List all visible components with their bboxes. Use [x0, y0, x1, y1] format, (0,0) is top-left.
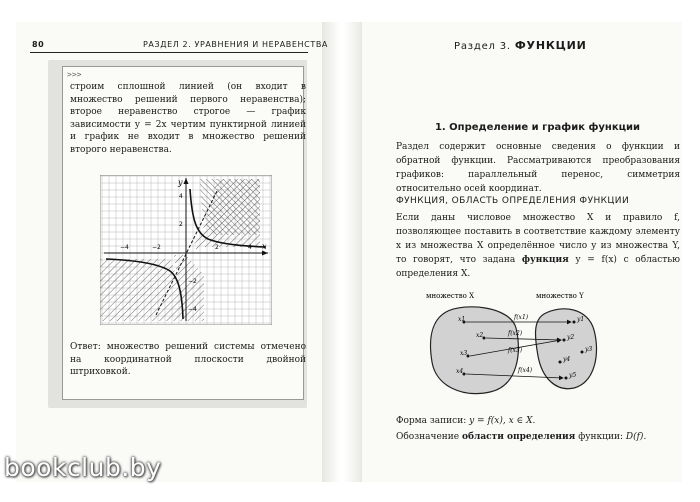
domain-note: [396, 430, 680, 444]
point-y1-label: y1: [577, 316, 585, 323]
point-y3-label: y3: [585, 346, 593, 353]
definition-paragraph: [396, 211, 680, 281]
intro-paragraph: Раздел содержит основные сведения о функции и обратной функции. Рассматриваются преобразования графиков: параллельный перенос, симметрия относительно осей координат.: [396, 142, 680, 194]
running-head-title: ФУНКЦИИ: [514, 39, 587, 52]
notation-line: [396, 414, 680, 428]
domain-note-formula: D(f).: [625, 432, 647, 442]
y-tick-neg4: −4: [188, 306, 197, 313]
point-y5: [565, 377, 568, 380]
arrow-label-fx3: f(x3): [508, 347, 523, 354]
box-paragraph: строим сплошной линией (он входит в множество решений первого неравенства); второе неравенство строгое — график зависимости y = 2x чертим пунктирной линией и график не входит в множество решений второго неравенства.: [70, 82, 306, 155]
right-running-head: [454, 39, 587, 52]
x-tick-neg4: −4: [120, 244, 129, 251]
book-spine-gutter: [322, 22, 362, 482]
left-header-rule: [30, 52, 308, 53]
point-y3: [581, 351, 584, 354]
domain-note-term: области определения: [461, 432, 576, 442]
point-y5-label: y5: [569, 372, 577, 379]
y-tick-4: 4: [179, 193, 183, 200]
notation-prefix: Форма записи:: [396, 416, 467, 426]
point-x3-label: x3: [460, 350, 468, 357]
y-tick-2: 2: [179, 221, 183, 228]
domain-note-prefix: Обозначение: [396, 432, 460, 442]
x-tick-neg2: −2: [152, 244, 161, 251]
arrow-label-fx4: f(x4): [518, 367, 533, 374]
answer-paragraph: Ответ: множество решений системы отмечено на координатной плоскости двойной штриховкой.: [70, 342, 306, 378]
running-head-prefix: Раздел 3.: [454, 41, 511, 52]
left-running-head: РАЗДЕЛ 2. УРАВНЕНИЯ И НЕРАВЕНСТВА: [143, 40, 328, 49]
y-axis-label: y: [178, 178, 183, 187]
definition-term: функция: [521, 255, 569, 265]
mapping-diagram: [424, 290, 622, 398]
section-heading: 1. Определение и график функции: [434, 122, 641, 133]
arrow-label-fx1: f(x1): [514, 314, 529, 321]
point-x2-label: x2: [476, 332, 484, 339]
inequality-graph: [100, 175, 272, 325]
point-y4-label: y4: [563, 356, 571, 363]
domain-note-suffix: функции:: [578, 432, 623, 442]
point-x1-label: x1: [458, 316, 466, 323]
point-x4-label: x4: [456, 368, 464, 375]
point-y2-label: y2: [567, 334, 575, 341]
arrow-label-fx2: f(x2): [508, 330, 523, 337]
set-y-label: множество Y: [536, 292, 584, 300]
continuation-marker: >>>: [67, 70, 82, 79]
x-tick-4: 4: [248, 244, 252, 251]
point-y4: [559, 361, 562, 364]
x-tick-2: 2: [215, 244, 219, 251]
definition-part2: y = f(x) с областью определения X.: [396, 255, 680, 279]
subheading: ФУНКЦИЯ, ОБЛАСТЬ ОПРЕДЕЛЕНИЯ ФУНКЦИИ: [396, 196, 630, 206]
y-tick-neg2: −2: [188, 278, 197, 285]
definition-part1: Если даны числовое множество X и правило f, позволяющее поставить в соответствие каждому элементу x из множества X определённое число y из множества Y, то говорят, что задана: [396, 213, 680, 265]
x-axis-label: x: [262, 242, 267, 251]
watermark: bookclub.by: [4, 453, 162, 482]
page-number: 80: [32, 40, 45, 49]
notation-formula: y = f(x), x ∈ X.: [469, 416, 536, 426]
point-y2: [563, 339, 566, 342]
region-third-quadrant: [100, 259, 184, 321]
point-y1: [573, 321, 576, 324]
set-x-label: множество X: [426, 292, 475, 300]
